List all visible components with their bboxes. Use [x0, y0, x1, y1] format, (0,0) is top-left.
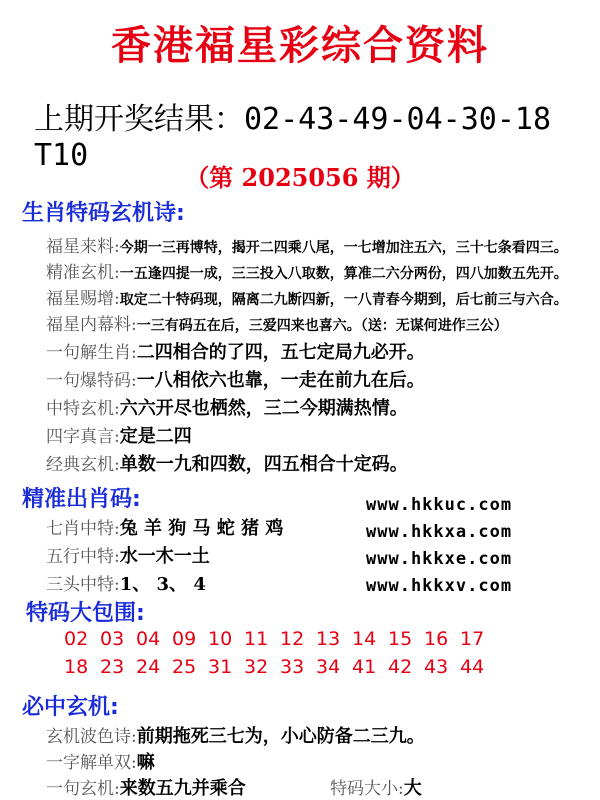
row-value: 六六开尽也栖然，三二今期满热情。: [119, 398, 408, 419]
must-row: [330, 774, 422, 800]
number-cell: 10: [208, 628, 233, 650]
site-link[interactable]: www.hkkxe.com: [366, 549, 513, 569]
precise-row: [46, 542, 210, 568]
number-cell: 25: [172, 656, 197, 678]
must-heading: 必中玄机:: [22, 695, 119, 720]
row-key: 中特玄机:: [46, 399, 120, 419]
row-key: 七肖中特:: [46, 519, 120, 539]
row-key: 福星内幕料:: [46, 315, 137, 335]
row-key: 四字真言:: [46, 427, 120, 447]
row-key: 玄机波色诗:: [46, 727, 137, 747]
page-title: 香港福星彩综合资料: [111, 22, 489, 69]
row-value: 定是二四: [119, 426, 192, 447]
number-cell: 33: [280, 656, 305, 678]
row-value: 单数一九和四数，四五相合十定码。: [119, 454, 408, 475]
number-cell: 41: [352, 656, 377, 678]
site-link[interactable]: www.hkkxa.com: [366, 522, 513, 542]
number-cell: 18: [64, 656, 89, 678]
number-cell: 04: [136, 628, 161, 650]
number-cell: 14: [352, 628, 377, 650]
row-value: 水一木一土: [119, 546, 210, 567]
number-cell: 42: [388, 656, 413, 678]
must-row: [46, 722, 425, 748]
poem-row: [46, 232, 568, 257]
row-key: 福星来料:: [46, 237, 120, 257]
row-value: 今期一三再博特，揭开二四乘八尾，一七增加注五六，三十七条看四三。: [119, 240, 568, 256]
poem-row: [46, 338, 425, 364]
row-key: 三头中特:: [46, 575, 120, 595]
number-cell: 11: [244, 628, 269, 650]
poem-row: [46, 284, 568, 309]
precise-row: [46, 570, 206, 596]
precise-heading: 精准出肖码:: [22, 487, 141, 512]
row-key: 一句玄机:: [46, 779, 120, 799]
package-row-2: [64, 656, 496, 678]
row-key: 一句爆特码:: [46, 371, 137, 391]
row-value: 取定二十特码现，隔离二九断四新，一八青春今期到，后七前三与六合。: [119, 292, 568, 308]
row-value: 嘛: [136, 752, 155, 773]
row-value: 二四相合的了四，五七定局九必开。: [136, 342, 425, 363]
poem-row: [46, 422, 192, 448]
row-value: 大: [403, 778, 422, 799]
row-key: 一句解生肖:: [46, 343, 137, 363]
must-row: [46, 748, 155, 774]
number-cell: 02: [64, 628, 89, 650]
precise-row: [46, 514, 283, 540]
number-cell: 12: [280, 628, 305, 650]
row-value: 一三有码五在后，三爱四来也喜六。（送：无谋何进作三公）: [136, 318, 508, 334]
row-value: 一八相依六也靠，一走在前九在后。: [136, 370, 425, 391]
number-cell: 32: [244, 656, 269, 678]
poem-heading: 生肖特码玄机诗:: [22, 201, 185, 226]
site-link[interactable]: www.hkkuc.com: [366, 495, 513, 515]
result-value: 02-43-49-04-30-18 T10: [34, 102, 552, 173]
package-heading: 特码大包围:: [26, 601, 145, 626]
must-row: [46, 774, 246, 798]
number-cell: 31: [208, 656, 233, 678]
result-label: 上期开奖结果：: [34, 102, 244, 137]
number-cell: 17: [460, 628, 485, 650]
row-value: 前期拖死三七为，小心防备二三九。: [136, 726, 425, 747]
row-key: 五行中特:: [46, 547, 120, 567]
row-key: 特码大小:: [330, 779, 404, 799]
row-value: 来数五九并乘合: [119, 778, 246, 799]
row-value: 兔 羊 狗 马 蛇 猪 鸡: [119, 518, 284, 539]
package-row-1: [64, 628, 496, 650]
row-key: 精准玄机:: [46, 263, 120, 283]
row-key: 一字解单双:: [46, 753, 137, 773]
number-cell: 24: [136, 656, 161, 678]
number-cell: 15: [388, 628, 413, 650]
row-key: 福星赐增:: [46, 289, 120, 309]
poem-row: [46, 258, 568, 283]
poem-row: [46, 450, 408, 476]
poem-row: [46, 366, 425, 392]
number-cell: 16: [424, 628, 449, 650]
number-cell: 23: [100, 656, 125, 678]
number-cell: 44: [460, 656, 485, 678]
number-cell: 03: [100, 628, 125, 650]
poem-row: [46, 394, 408, 420]
number-cell: 34: [316, 656, 341, 678]
issue-number: （第 2025056 期）: [185, 163, 415, 192]
row-value: 一五逢四提一成，三三投入八取数，算准二六分两份，四八加数五先开。: [119, 266, 568, 282]
row-value: 1、 3、 4: [119, 574, 206, 595]
poem-row: [46, 310, 508, 335]
site-link[interactable]: www.hkkxv.com: [366, 576, 513, 596]
number-cell: 09: [172, 628, 197, 650]
number-cell: 13: [316, 628, 341, 650]
number-cell: 43: [424, 656, 449, 678]
row-key: 经典玄机:: [46, 455, 120, 475]
